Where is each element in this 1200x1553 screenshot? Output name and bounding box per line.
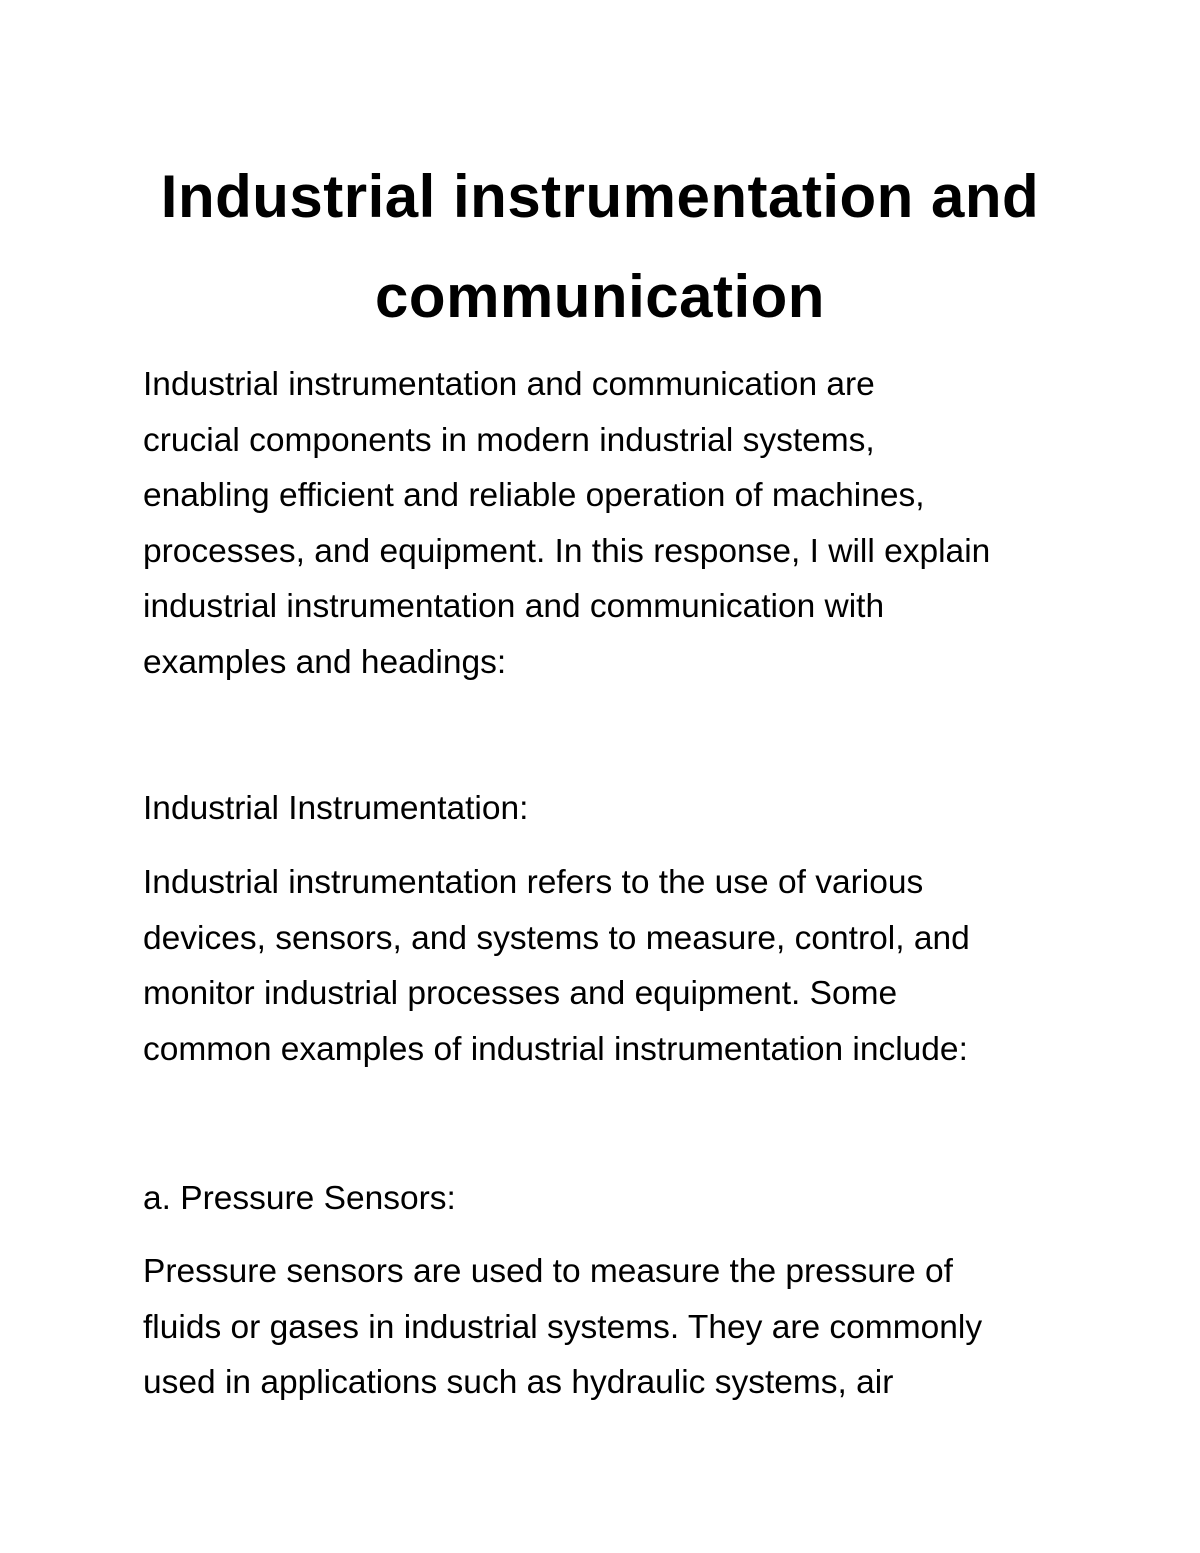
paragraph-line: industrial instrumentation and communication with: [143, 588, 885, 625]
paragraph-line: used in applications such as hydraulic systems, air: [143, 1364, 894, 1401]
document-title: [0, 147, 1200, 347]
intro-paragraph: [143, 357, 1143, 690]
paragraph-line: crucial components in modern industrial systems,: [143, 421, 875, 459]
title-line: communication: [375, 263, 825, 330]
paragraph-line: Industrial instrumentation refers to the use of various: [143, 864, 924, 901]
paragraph-line: processes, and equipment. In this response, I will explain: [143, 532, 991, 570]
paragraph-line: devices, sensors, and systems to measure, control, and: [143, 919, 970, 957]
pressure-sensors-paragraph: [143, 1244, 1143, 1411]
paragraph-line: common examples of industrial instrumentation include:: [143, 1030, 968, 1068]
paragraph-line: Industrial instrumentation and communication are: [143, 366, 875, 403]
paragraph-line: Pressure sensors are used to measure the pressure of: [143, 1253, 953, 1290]
section-heading-pressure-sensors: [143, 1171, 1143, 1227]
section-heading-instrumentation: [143, 781, 1143, 837]
paragraph-line: fluids or gases in industrial systems. They are commonly: [143, 1308, 983, 1346]
paragraph-line: monitor industrial processes and equipment. Some: [143, 975, 898, 1012]
heading-text: a. Pressure Sensors:: [143, 1180, 456, 1217]
paragraph-line: enabling efficient and reliable operation of machines,: [143, 477, 925, 514]
instrumentation-paragraph: [143, 855, 1143, 1077]
heading-text: Industrial Instrumentation:: [143, 790, 529, 827]
title-line: Industrial instrumentation and: [160, 163, 1040, 230]
paragraph-line: examples and headings:: [143, 643, 507, 681]
